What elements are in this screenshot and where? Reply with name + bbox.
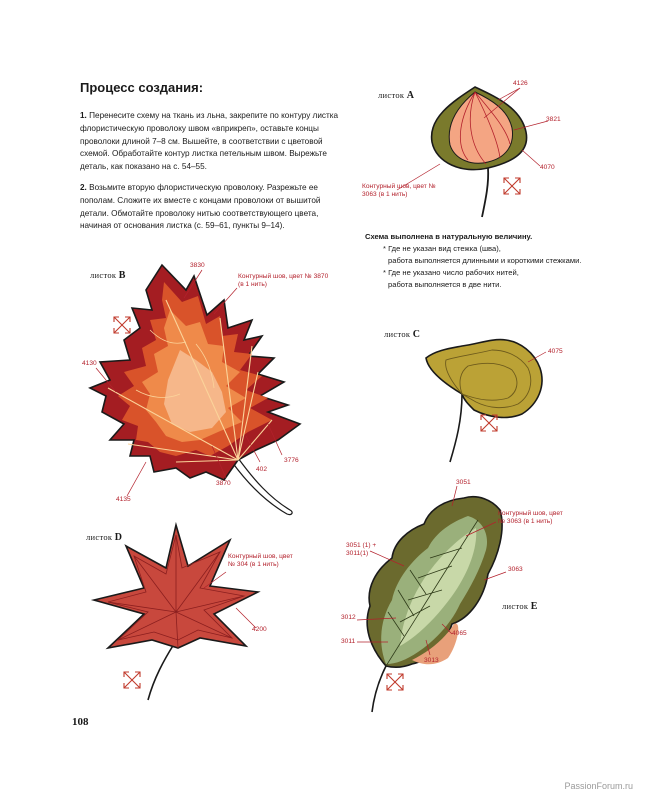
leaf-e-contour-note: Контурный шов, цвет № 3063 (в 1 нить) xyxy=(498,510,563,525)
leaf-e-drawing xyxy=(367,497,502,712)
step-1 xyxy=(80,110,348,174)
leaf-d-title xyxy=(86,532,122,543)
leaf-d-letter: D xyxy=(114,532,123,543)
leaf-e-label-4065: 4065 xyxy=(452,630,467,637)
leaf-c-title xyxy=(384,329,420,340)
leaf-d-word: листок xyxy=(86,532,113,542)
note-line-3: * Где не указано число рабочих нитей, xyxy=(383,268,519,277)
page-number: 108 xyxy=(72,716,89,728)
leaf-c-letter: C xyxy=(412,329,421,340)
leaf-a-label-3821: 3821 xyxy=(546,116,561,123)
leaf-e-label-3051: 3051 xyxy=(456,479,471,486)
leaf-b-title xyxy=(90,270,126,281)
leaf-b-label-4130: 4130 xyxy=(82,360,97,367)
step-2-number: 2. xyxy=(80,183,87,192)
leaf-e-label-3063: 3063 xyxy=(508,566,523,573)
section-heading: Процесс создания: xyxy=(80,80,204,95)
note-line-1: * Где не указан вид стежка (шва), xyxy=(383,244,501,253)
leaf-e-word: листок xyxy=(502,601,529,611)
leaf-d-drawing xyxy=(94,525,258,700)
leaf-a-label-4070: 4070 xyxy=(540,164,555,171)
leaf-d-label-4200: 4200 xyxy=(252,626,267,633)
leaf-e-label-3013: 3013 xyxy=(424,657,439,664)
step-1-text: Перенесите схему на ткань из льна, закрепите по контуру листка флористическую проволоку швом «вприкреп», оставьте концы проволоки длиной 7–8 см. Вышейте, в соответствии с цветовой схемой. Обработайте контур листка петельным швом. Вырежьте деталь, как показано на с. 54–55. xyxy=(80,111,339,172)
leaf-b-label-4135: 4135 xyxy=(116,496,131,503)
leaf-d-contour-note: Контурный шов, цвет № 304 (в 1 нить) xyxy=(228,553,293,568)
leaf-e-title xyxy=(502,601,538,612)
leaf-b-word: листок xyxy=(90,270,117,280)
leaf-b-label-3776: 3776 xyxy=(284,457,299,464)
note-line-4: работа выполняется в две нити. xyxy=(388,280,502,289)
step-2-text: Возьмите вторую флористическую проволоку. Разрежьте ее пополам. Сложите их вместе с концами проволоки от вышитой детали. Обмотайте проволоку нитью соответствующего цвета, начиная от основания листка (с. 59–61, пункты 9–14). xyxy=(80,183,321,231)
leaf-b-drawing xyxy=(90,265,300,515)
leaf-a-contour-note: Контурный шов, цвет № 3063 (в 1 нить) xyxy=(362,183,436,198)
leaf-e-label-3012: 3012 xyxy=(341,614,356,621)
watermark: PassionForum.ru xyxy=(564,781,633,791)
leaf-a-title xyxy=(378,90,414,101)
step-2 xyxy=(80,182,348,233)
leaf-e-label-3051-3011: 3051 (1) + 3011(1) xyxy=(346,542,377,557)
leaf-b-letter: B xyxy=(118,270,126,281)
leaf-b-label-3870: 3870 xyxy=(216,480,231,487)
leaf-b-label-402: 402 xyxy=(256,466,268,473)
leaf-a-word: листок xyxy=(378,90,405,100)
leaf-a-drawing xyxy=(432,87,527,217)
leaf-c-word: листок xyxy=(384,329,411,339)
leaf-c-label-4075: 4075 xyxy=(548,348,563,355)
step-1-number: 1. xyxy=(80,111,87,120)
leaf-b-contour-note: Контурный шов, цвет № 3870 (в 1 нить) xyxy=(238,273,329,288)
leaf-e-label-3011: 3011 xyxy=(341,638,356,645)
note-line-2: работа выполняется длинными и короткими стежками. xyxy=(388,256,582,265)
leaf-e-letter: E xyxy=(530,601,538,612)
leaf-a-label-4126: 4126 xyxy=(513,80,528,87)
scheme-note xyxy=(365,231,605,291)
leaf-c-drawing xyxy=(426,340,542,462)
note-title: Схема выполнена в натуральную величину. xyxy=(365,232,533,241)
leaf-b-label-3830: 3830 xyxy=(190,262,205,269)
leaf-a-letter: A xyxy=(406,90,415,101)
